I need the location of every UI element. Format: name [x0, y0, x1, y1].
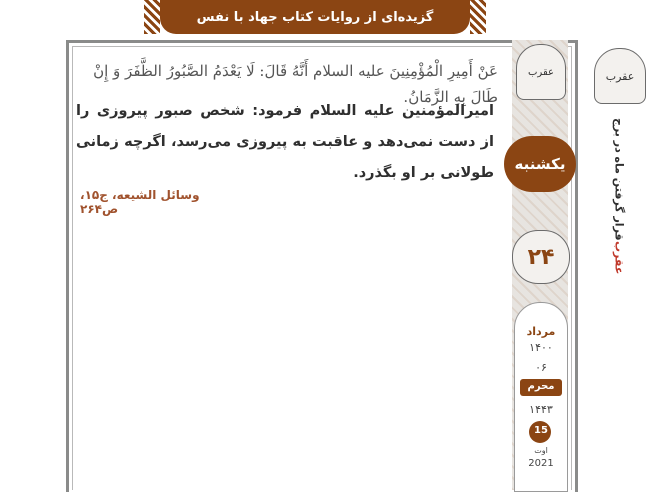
moon-position-accent: عقرب [612, 240, 626, 274]
gregorian-year: 2021 [528, 458, 554, 469]
weekday-badge [504, 136, 576, 192]
moon-position-text: قرار گرفتن ماه در برج [612, 118, 626, 241]
banner-ornament-left [144, 0, 160, 34]
zodiac-tab [516, 44, 566, 100]
side-zodiac-tab [594, 48, 646, 104]
hadith-arabic: عَنْ أَمِیرِ الْمُؤْمِنِینَ عليه السلام أَنَّهُ قَالَ: لَا یَعْدَمُ الصَّبُورُ الظَّفَرَ وَ إِنْ طَالَ بِهِ الزَّمَانُ. [93, 62, 498, 106]
zodiac-label: عقرب [528, 66, 554, 78]
gregorian-month: اوت [534, 446, 548, 455]
solar-year: ۱۴۰۰ [529, 341, 553, 354]
date-info-panel [514, 302, 568, 492]
day-number: ۲۴ [527, 244, 555, 270]
banner-ornament-right [470, 0, 486, 34]
side-zodiac-label: عقرب [605, 69, 635, 83]
moon-position-label [608, 118, 630, 298]
hadith-source: وسائل الشیعه، ج۱۵، ص۲۶۴ [80, 188, 200, 216]
gregorian-day: 15 [534, 425, 548, 436]
hadith-translation: امیرالمؤمنین عليه السلام فرمود: شخص صبور پیروزی را از دست نمی‌دهد و عاقبت به پیروزی می‌رسد، اگرچه زمانی طولانی بر او بگذرد. [76, 103, 494, 181]
weekday-label: یکشنبه [514, 155, 566, 173]
lunar-month: محرم [527, 381, 555, 392]
lunar-year: ۱۴۴۳ [529, 403, 553, 416]
lunar-day: ۰۶ [535, 361, 547, 374]
solar-month: مرداد [526, 325, 556, 338]
calendar-strip [502, 40, 578, 490]
day-number-badge [512, 230, 570, 284]
header-title: گزیده‌ای از روایات کتاب جهاد با نفس [196, 9, 434, 25]
header-banner [160, 0, 470, 34]
